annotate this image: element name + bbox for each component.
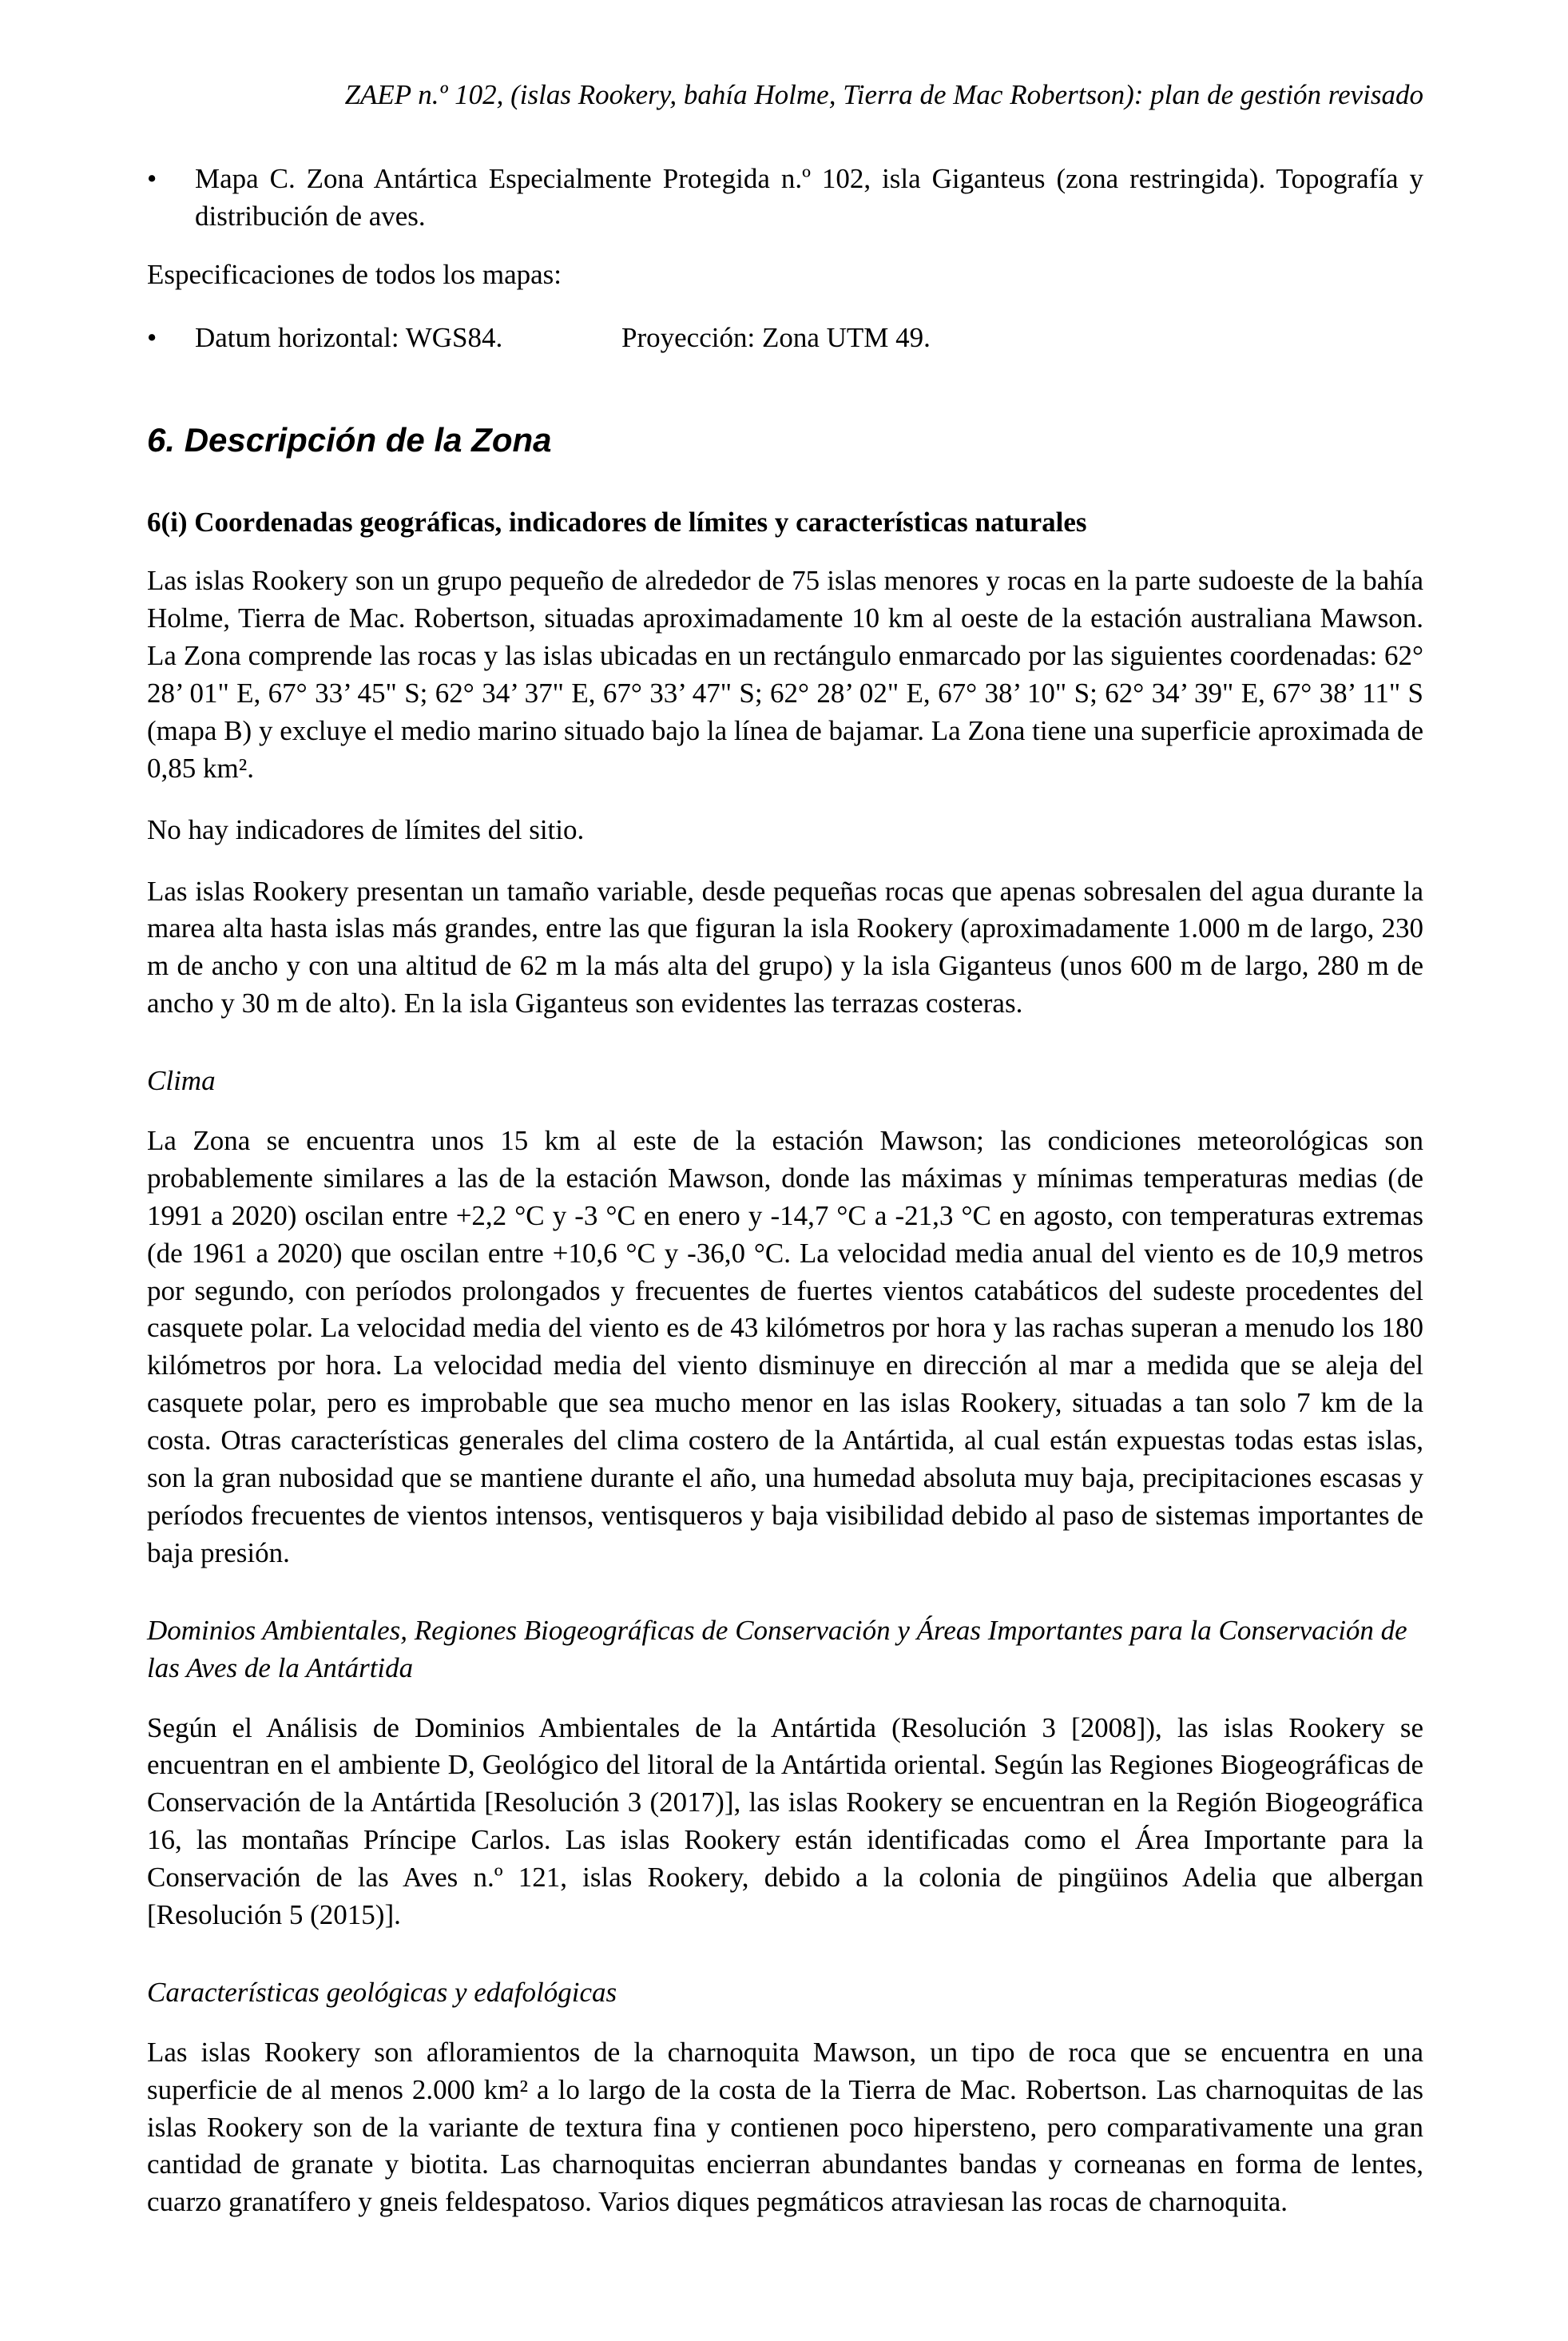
dominios-subhead: Dominios Ambientales, Regiones Biogeográficas de Conservación y Áreas Importantes para la Conservación de las Aves de la Antártida — [147, 1614, 1407, 1683]
datum-text: Datum horizontal: WGS84. — [195, 321, 503, 353]
projection-text: Proyección: Zona UTM 49. — [621, 321, 931, 353]
section-6i-paragraph-3: Las islas Rookery presentan un tamaño variable, desde pequeñas rocas que apenas sobresalen del agua durante la marea alta hasta islas más grandes, entre las que figuran la isla Rookery (aproximadamente 1.000 m de largo, 230 m de ancho y con una altitud de 62 m la más alta del grupo) y la isla Giganteus (unos 600 m de largo, 280 m de ancho y 30 m de alto). En la isla Giganteus son evidentes las terrazas costeras. — [147, 875, 1423, 1019]
bullet-item-datum — [147, 320, 1423, 357]
datum-projection-line — [195, 320, 1423, 357]
map-c-bullet-text: Mapa C. Zona Antártica Especialmente Protegida n.º 102, isla Giganteus (zona restringida). Topografía y distribución de aves. — [195, 162, 1423, 232]
geologia-subhead: Características geológicas y edafológicas — [147, 1976, 617, 2008]
clima-paragraph: La Zona se encuentra unos 15 km al este de la estación Mawson; las condiciones meteorológicas son probablemente similares a las de la estación Mawson, donde las máximas y mínimas temperaturas medias (de 1991 a 2020) oscilan entre +2,2 °C y -3 °C en enero y -14,7 °C a -21,3 °C en agosto, con temperaturas extremas (de 1961 a 2020) que oscilan entre +10,6 °C y -36,0 °C. La velocidad media anual del viento es de 10,9 metros por segundo, con períodos prolongados y frecuentes de fuertes vientos catabáticos del sudeste procedentes del casquete polar. La velocidad media del viento es de 43 kilómetros por hora y las rachas superan a menudo los 180 kilómetros por hora. La velocidad media del viento disminuye en dirección al mar a medida que se aleja del casquete polar, pero es improbable que sea mucho menor en las islas Rookery, situadas a tan solo 7 km de la costa. Otras características generales del clima costero de la Antártida, al cual están expuestas todas estas islas, son la gran nubosidad que se mantiene durante el año, una humedad absoluta muy baja, precipitaciones escasas y períodos frecuentes de vientos intensos, ventisqueros y baja visibilidad debido al paso de sistemas importantes de baja presión. — [147, 1125, 1423, 1568]
section-6-title: 6. Descripción de la Zona — [147, 421, 552, 459]
dominios-paragraph: Según el Análisis de Dominios Ambientales de la Antártida (Resolución 3 [2008]), las islas Rookery se encuentran en el ambiente D, Geológico del litoral de la Antártida oriental. Según las Regiones Biogeográficas de Conservación de la Antártida [Resolución 3 (2017)], las islas Rookery se encuentran en la Región Biogeográfica 16, las montañas Príncipe Carlos. Las islas Rookery están identificadas como el Área Importante para la Conservación de las Aves n.º 121, islas Rookery, debido a la colonia de pingüinos Adelia que albergan [Resolución 5 (2015)]. — [147, 1711, 1423, 1930]
section-6i-title: 6(i) Coordenadas geográficas, indicadores de límites y características naturales — [147, 506, 1087, 538]
section-6i-paragraph-1: Las islas Rookery son un grupo pequeño de alrededor de 75 islas menores y rocas en la parte sudoeste de la bahía Holme, Tierra de Mac. Robertson, situadas aproximadamente 10 km al oeste de la estación australiana Mawson. La Zona comprende las rocas y las islas ubicadas en un rectángulo enmarcado por las siguientes coordenadas: 62° 28’ 01" E, 67° 33’ 45" S; 62° 34’ 37" E, 67° 33’ 47" S; 62° 28’ 02" E, 67° 38’ 10" S; 62° 34’ 39" E, 67° 38’ 11" S (mapa B) y excluye el medio marino situado bajo la línea de bajamar. La Zona tiene una superficie aproximada de 0,85 km². — [147, 565, 1423, 784]
bullet-icon: • — [147, 162, 157, 194]
bullet-item-map-c — [147, 161, 1423, 236]
section-6i-paragraph-2: No hay indicadores de límites del sitio. — [147, 813, 585, 845]
maps-specs-intro: Especificaciones de todos los mapas: — [147, 258, 562, 290]
clima-subhead: Clima — [147, 1065, 216, 1097]
running-header: ZAEP n.º 102, (islas Rookery, bahía Holme, Tierra de Mac Robertson): plan de gestión revisado — [344, 79, 1423, 110]
geologia-paragraph: Las islas Rookery son afloramientos de la charnoquita Mawson, un tipo de roca que se encuentra en una superficie de al menos 2.000 km² a lo largo de la costa de la Tierra de Mac. Robertson. Las charnoquitas de las islas Rookery son de la variante de textura fina y contienen poco hipersteno, pero comparativamente una gran cantidad de granate y biotita. Las charnoquitas encierran abundantes bandas y corneanas en forma de lentes, cuarzo granatífero y gneis feldespatoso. Varios diques pegmáticos atraviesan las rocas de charnoquita. — [147, 2036, 1423, 2218]
bullet-icon: • — [147, 321, 157, 353]
